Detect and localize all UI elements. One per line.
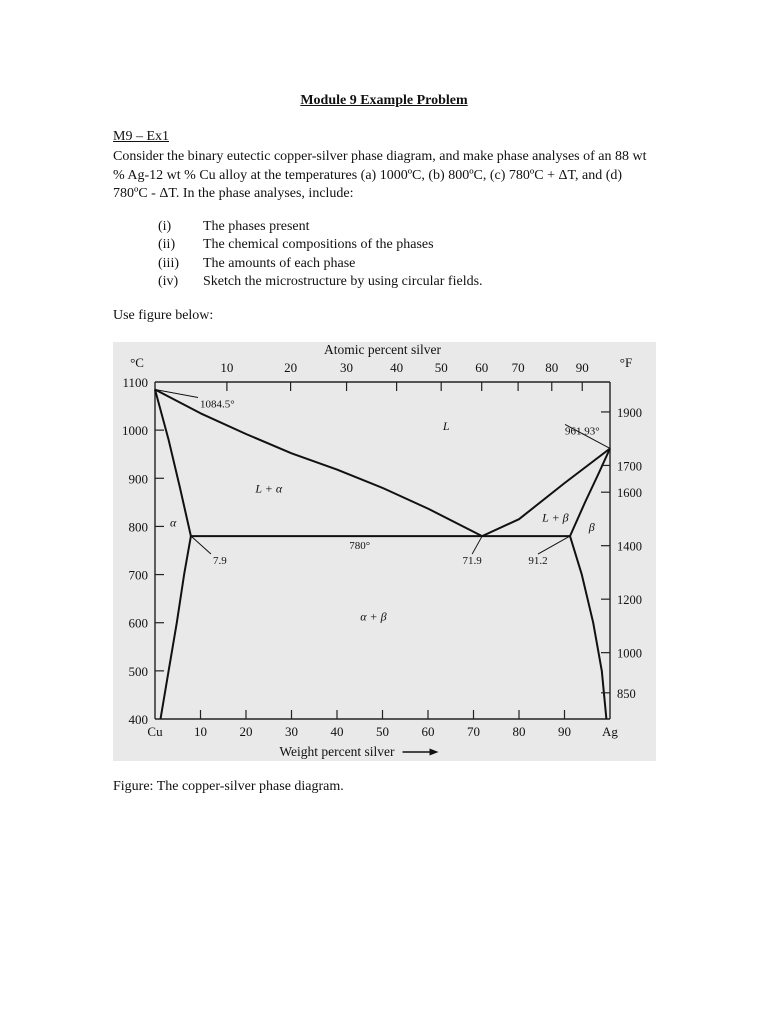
- phase-region-label: L + α: [255, 481, 283, 496]
- right-tick-label: 1000: [617, 646, 642, 661]
- left-tick-label: 500: [128, 663, 148, 679]
- right-tick-label: 1600: [617, 486, 642, 501]
- top-tick-label: 40: [390, 360, 404, 375]
- list-item-number: (ii): [158, 237, 176, 253]
- list-item-text: The chemical compositions of the phases: [203, 237, 434, 253]
- figure-reference: Use figure below:: [113, 308, 214, 323]
- bottom-axis-title: Weight percent silver: [279, 744, 395, 759]
- bottom-tick-label: 70: [467, 724, 480, 739]
- phase-region-label: α: [170, 515, 177, 530]
- right-tick-label: 850: [617, 686, 636, 701]
- list-item-text: The amounts of each phase: [203, 255, 356, 271]
- right-axis-unit: °F: [619, 355, 633, 370]
- list-item-text: Sketch the microstructure by using circular fields.: [203, 273, 483, 289]
- top-tick-label: 50: [434, 360, 448, 375]
- bottom-tick-label: 50: [376, 724, 389, 739]
- annotation-label: 71.9: [462, 555, 482, 568]
- top-tick-label: 70: [511, 360, 525, 375]
- phase-region-label: L + β: [542, 510, 569, 525]
- annotation-label: 91.2: [528, 555, 548, 568]
- left-tick-label: 700: [128, 567, 148, 583]
- top-tick-label: 30: [340, 360, 354, 375]
- bottom-tick-label: 80: [512, 724, 526, 739]
- right-tick-label: 1400: [617, 539, 642, 554]
- list-item: [158, 236, 483, 254]
- annotation-label: 1084.5°: [200, 398, 235, 411]
- analysis-list: [158, 218, 483, 291]
- top-tick-label: 10: [220, 360, 234, 375]
- page-title: Module 9 Example Problem: [300, 93, 468, 108]
- list-item-number: (iv): [158, 273, 179, 289]
- list-item-text: The phases present: [203, 219, 310, 234]
- bottom-tick-label: 10: [194, 724, 207, 739]
- figure-caption: Figure: The copper-silver phase diagram.: [113, 779, 344, 794]
- right-tick-label: 1900: [617, 405, 642, 420]
- bottom-tick-label: 40: [330, 724, 344, 739]
- bottom-tick-label: 60: [421, 724, 435, 739]
- bottom-tick-label: 20: [239, 724, 253, 739]
- left-tick-label: 900: [128, 471, 148, 487]
- left-axis-unit: °C: [130, 355, 144, 370]
- bottom-tick-label: 30: [285, 724, 298, 739]
- left-tick-label: 1100: [122, 375, 148, 390]
- top-tick-label: 90: [575, 360, 589, 375]
- phase-region-label: α + β: [360, 609, 387, 624]
- left-tick-label: 1000: [122, 423, 148, 439]
- top-tick-label: 60: [475, 360, 489, 375]
- list-item: [158, 273, 483, 291]
- top-tick-label: 20: [284, 360, 298, 375]
- list-item: [158, 218, 483, 236]
- list-item-number: (i): [158, 219, 172, 234]
- annotation-label: 7.9: [212, 555, 227, 568]
- annotation-label: 780°: [349, 540, 371, 553]
- top-tick-label: 80: [545, 360, 559, 375]
- phase-region-label: L: [442, 419, 450, 434]
- left-tick-label: 800: [128, 519, 148, 535]
- top-axis-title: Atomic percent silver: [324, 342, 441, 357]
- bottom-tick-label: Cu: [147, 724, 163, 739]
- phase-diagram-chart: [113, 342, 656, 761]
- right-tick-label: 1200: [617, 593, 642, 608]
- phase-region-label: β: [588, 520, 595, 535]
- problem-statement: Consider the binary eutectic copper-silver phase diagram, and make phase analyses of an 88 wt % Ag-12 wt % Cu alloy at the temperatures (a) 1000ºC, (b) 800ºC, (c) 780ºC + ΔT, and (d) 780ºC - ΔT. In the phase analyses, include:: [113, 149, 647, 201]
- problem-id: M9 – Ex1: [113, 129, 169, 144]
- left-tick-label: 600: [128, 615, 148, 631]
- list-item-number: (iii): [158, 255, 179, 271]
- bottom-tick-label: Ag: [602, 724, 618, 739]
- annotation-label: 961.93°: [565, 425, 600, 438]
- phase-diagram-figure: [113, 342, 656, 761]
- right-tick-label: 1700: [617, 459, 642, 474]
- list-item: [158, 255, 483, 273]
- left-tick-label: 400: [128, 712, 148, 727]
- bottom-tick-label: 90: [558, 724, 571, 739]
